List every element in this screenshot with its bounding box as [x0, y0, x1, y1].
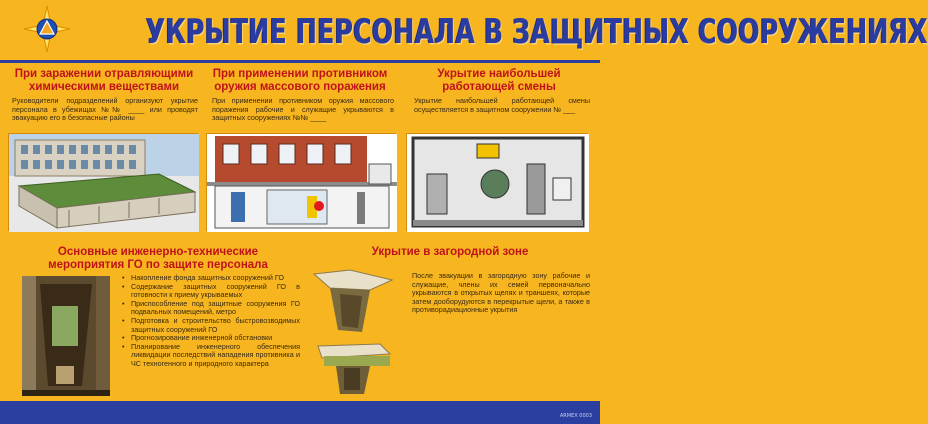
measures-list — [122, 274, 300, 369]
list-item: • Приспособление под защитные сооружения ГО подвальных помещений, метро — [122, 300, 300, 317]
list-item: • Прогнозирование инженерной обстановки — [122, 334, 300, 343]
list-item: • Подготовка и строительство быстровозводимых защитных сооружений ГО — [122, 317, 300, 334]
basement-shelter-image — [207, 134, 397, 232]
shelter-interior-image — [407, 134, 589, 232]
section-shift-text: Укрытие наибольшей работающей смены осуществляется в защитном сооружении № ___ — [414, 96, 590, 114]
list-item: • Содержание защитных сооружений ГО в готовности к приему укрываемых — [122, 283, 300, 300]
building-shelter-image — [9, 134, 199, 232]
trench-shelters-image — [310, 270, 396, 398]
footer-band — [0, 404, 600, 424]
section-chemical-text: Руководители подразделений организуют укрытие персонала в убежищах №№ ____ или проводят эвакуацию его в безопасные районы — [12, 96, 198, 123]
chemical-illustration — [8, 133, 198, 231]
section-country-text: После эвакуации в загородную зону рабочие и служащие, члены их семей первоначально укрываются в открытых щелях и траншеях, которые затем дооборудуются в перекрытые щели, а также в противорадиационные укрытия — [412, 271, 590, 315]
header-rule — [0, 60, 600, 63]
footer-code: ARMEX 0003 — [559, 413, 592, 419]
section-weapons-text: При применении противником оружия массового поражения рабочие и служащие укрываются в защитных сооружениях №№ ____ — [212, 96, 394, 123]
trench-illustrations — [310, 270, 396, 398]
weapons-illustration — [206, 133, 396, 231]
tunnel-entrance-image — [22, 276, 110, 396]
page-title: УКРЫТИЕ ПЕРСОНАЛА В ЗАЩИТНЫХ СООРУЖЕНИЯХ — [146, 12, 928, 52]
civil-defense-emblem-icon — [24, 6, 70, 52]
list-item: • Планирование инженерного обеспечения ликвидации последствий нападения противника и ЧС техногенного и природного характера — [122, 343, 300, 369]
section-chemical-title: При заражении отравляющими химическими веществами — [14, 68, 194, 93]
list-item: • Накопление фонда защитных сооружений ГО — [122, 274, 300, 283]
section-country-title: Укрытие в загородной зоне — [371, 246, 529, 258]
section-weapons-title: При применении противником оружия массового поражения — [212, 68, 388, 93]
shift-illustration — [406, 133, 588, 231]
tunnel-photo — [22, 276, 110, 396]
header — [0, 0, 928, 62]
section-measures-title: Основные инженерно-технические мероприятия ГО по защите персонала — [48, 246, 268, 271]
section-shift-title: Укрытие наибольшей работающей смены — [437, 68, 561, 93]
